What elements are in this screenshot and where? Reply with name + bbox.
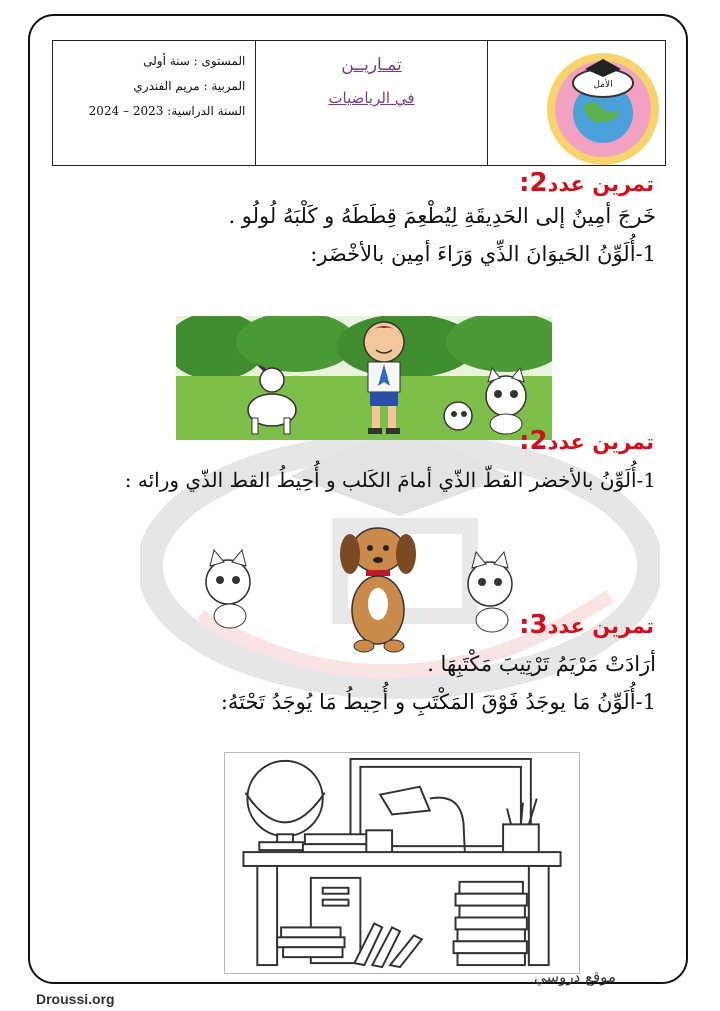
teacher-text: المربية : مريم الفندري <box>133 79 246 93</box>
subject-title: في الرياضيات <box>328 89 415 107</box>
exercise2-title-text: تمرين عدد <box>547 430 654 454</box>
exercise1-title <box>519 168 654 198</box>
worksheet-title: تمـاريــن <box>341 55 402 75</box>
footer-site[interactable]: Droussi.org <box>36 991 115 1007</box>
cat-icon <box>206 550 250 628</box>
exercise2-instruction: 1-أُلَوِّنُ بالأخضر القطّ الذّي أمامَ الكَلب و أُحِيطُ القط الذّي ورائه : <box>124 468 656 492</box>
exercise3-title <box>519 610 654 640</box>
school-logo-icon <box>543 49 663 167</box>
dog-icon <box>340 528 416 652</box>
logo-text: الأمل <box>593 80 613 90</box>
exercise1-title-text: تمرين عدد <box>547 172 654 196</box>
pets-image <box>196 524 526 654</box>
cat-icon <box>468 552 512 632</box>
desk-top <box>243 852 560 866</box>
cup-icon <box>366 830 392 854</box>
exercise3-number: 3: <box>519 610 548 640</box>
exercise3-line1: أرَادَتْ مَرْيَمُ تَرْتِيبَ مَكْتَبِهَا . <box>427 652 656 676</box>
header-table <box>52 40 666 166</box>
header-info-cell <box>53 41 256 165</box>
cat-icon <box>486 368 526 434</box>
park-scene-image <box>176 316 552 440</box>
trees-icon <box>176 316 552 380</box>
desk-image <box>224 752 580 974</box>
header-logo-cell <box>488 41 665 165</box>
exercise2-number: 2: <box>519 426 548 456</box>
cat-icon <box>444 402 472 430</box>
footer-site-arabic: موقع دروسي <box>534 968 616 986</box>
exercise1-instruction: 1-أُلَوِّنُ الحَيوَانَ الذِّي وَرَاءَ أمِين بالأخْضَر: <box>310 242 656 266</box>
exercise1-line1: خَرجَ أمِينٌ إلى الحَدِيقَةِ لِيُطْعِمَ قِطَطَهُ و كَلْبَهُ لُولُو . <box>228 204 656 228</box>
header-title-cell <box>256 41 487 165</box>
exercise1-number: 2: <box>519 168 548 198</box>
worksheet <box>28 14 688 984</box>
exercise2-title <box>519 426 654 456</box>
exercise3-instruction: 1-أُلَوِّنُ مَا يوجَدُ فَوْقَ المَكْتَبِ و أُحِيطُ مَا يُوجَدُ تَحْتَهُ: <box>220 690 656 714</box>
year-text: السنة الدراسية: 2023 – 2024 <box>88 104 246 118</box>
level-text: المستوى : سنة أولى <box>143 54 246 68</box>
exercise3-title-text: تمرين عدد <box>547 614 654 638</box>
